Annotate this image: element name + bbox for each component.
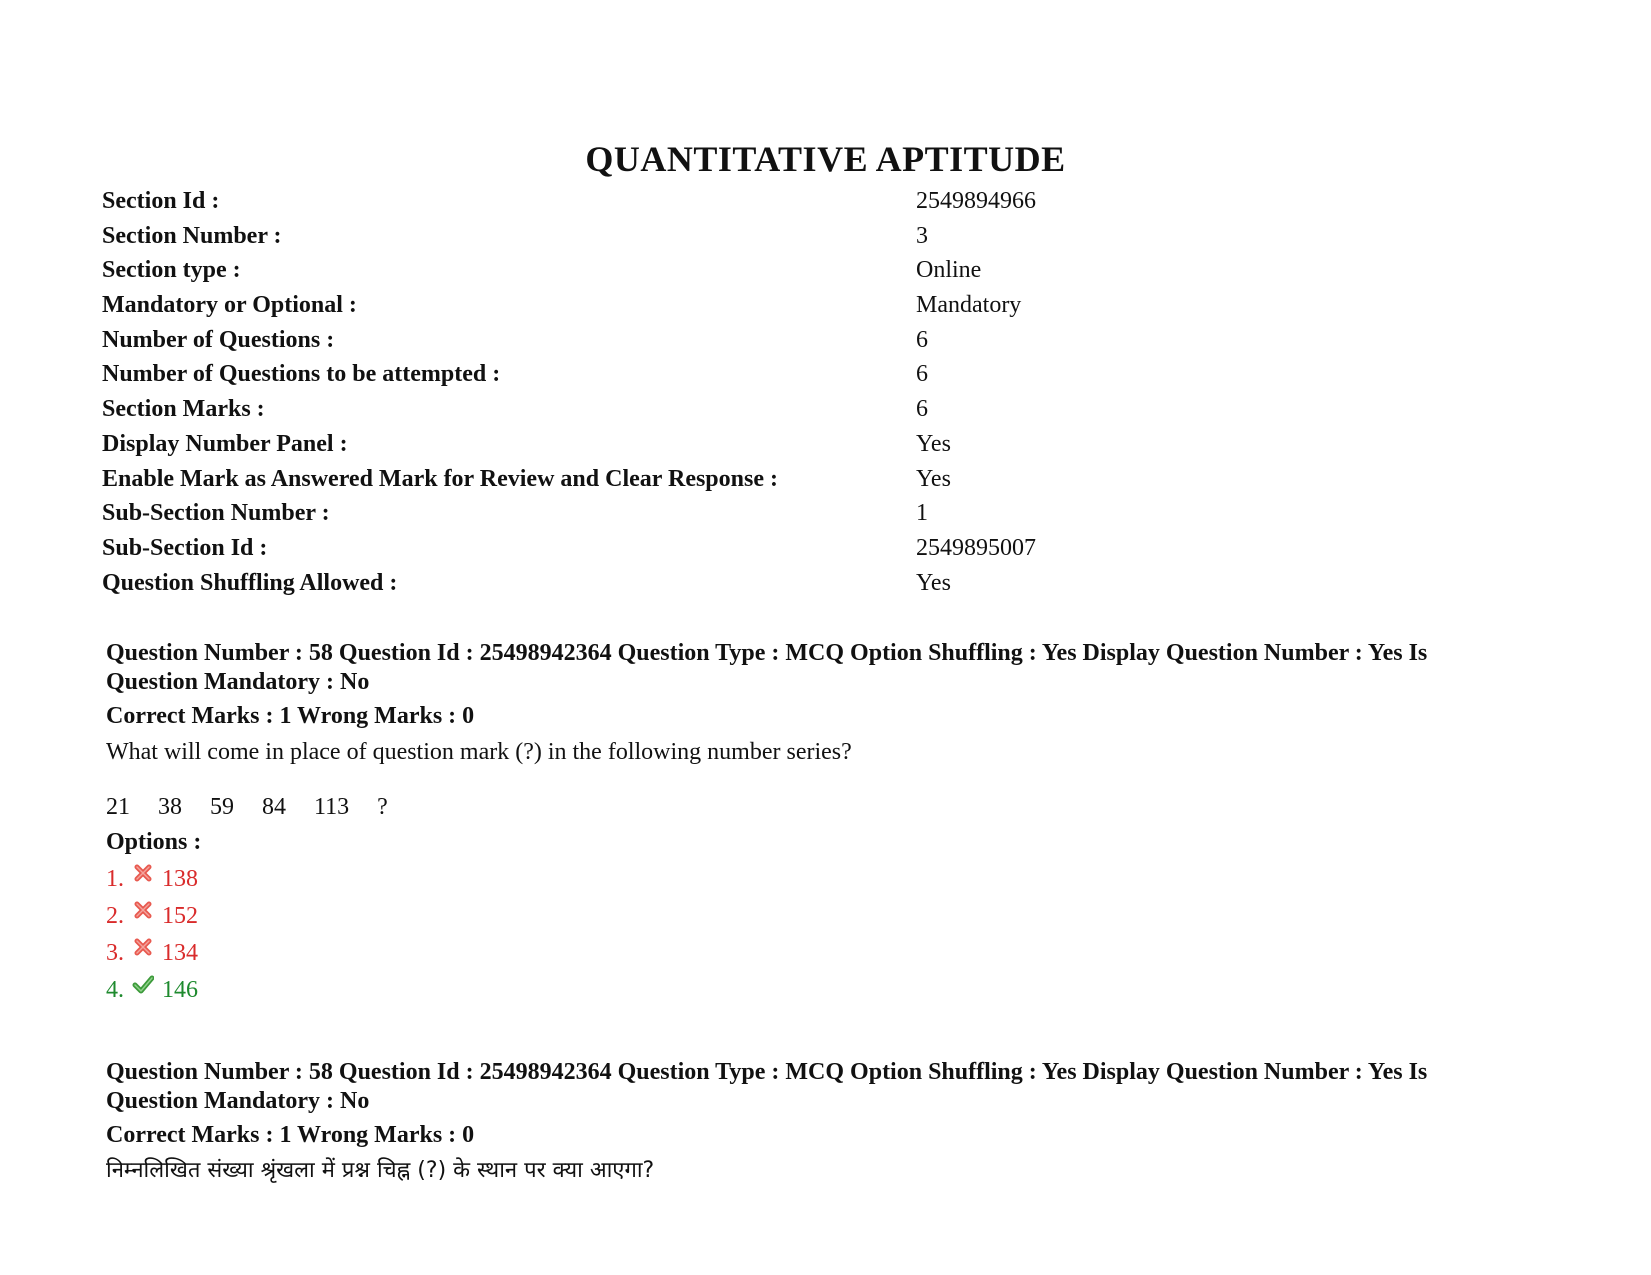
section-info-value: Online (916, 257, 982, 284)
section-info-label: Enable Mark as Answered Mark for Review and Clear Response : (102, 465, 778, 492)
cross-icon (132, 899, 154, 921)
question-header-line: Question Number : 58 Question Id : 25498942364 Question Type : MCQ Option Shuffling : Yes Display Question Number : Yes Is (106, 1059, 1428, 1085)
page-title: QUANTITATIVE APTITUDE (585, 139, 1066, 179)
question-header-line: Question Number : 58 Question Id : 25498942364 Question Type : MCQ Option Shuffling : Yes Display Question Number : Yes Is (106, 640, 1428, 666)
section-info-value: 6 (916, 361, 928, 388)
section-info-value: 6 (916, 396, 928, 423)
section-info-row (102, 288, 1402, 323)
options-label: Options : (106, 829, 202, 855)
question-block (106, 639, 1526, 1005)
section-info-row (102, 323, 1402, 358)
series-term: ? (377, 794, 388, 820)
option-value: 146 (162, 977, 198, 1003)
section-info-value: Yes (916, 569, 951, 596)
section-info-label: Sub-Section Id : (102, 534, 268, 561)
section-info-label: Section Id : (102, 188, 220, 214)
series-term: 59 (210, 794, 234, 820)
section-info-row (102, 253, 1402, 288)
section-info-label: Number of Questions : (102, 326, 335, 353)
question-block (106, 1058, 1526, 1188)
option-value: 134 (162, 940, 198, 966)
section-info-label: Display Number Panel : (102, 430, 348, 457)
section-info-row (102, 566, 1402, 601)
section-info-row (102, 531, 1402, 566)
option-number: 2. (106, 903, 124, 929)
section-info-label: Sub-Section Number : (102, 500, 330, 527)
option-number: 1. (106, 866, 124, 892)
question-marks: Correct Marks : 1 Wrong Marks : 0 (106, 1122, 475, 1148)
series-term: 38 (158, 794, 182, 820)
section-info-value: 2549894966 (916, 188, 1036, 214)
section-info-value: 2549895007 (916, 534, 1036, 561)
question-text: निम्नलिखित संख्या श्रृंखला में प्रश्न चिह्न (?) के स्थान पर क्या आएगा? (106, 1158, 655, 1183)
option-4 (106, 976, 1526, 1005)
question-text: What will come in place of question mark (?) in the following number series? (106, 739, 852, 765)
option-number: 4. (106, 977, 124, 1003)
question-header-line: Question Mandatory : No (106, 1088, 370, 1114)
section-info-value: 6 (916, 326, 928, 353)
section-info-value: Yes (916, 465, 951, 492)
section-info-row (102, 392, 1402, 427)
option-1 (106, 865, 1526, 894)
section-info-row (102, 219, 1402, 254)
option-value: 152 (162, 903, 198, 929)
series-term: 84 (262, 794, 286, 820)
section-info-value: 1 (916, 500, 928, 527)
section-info-value: 3 (916, 222, 928, 249)
section-info-row (102, 462, 1402, 497)
cross-icon (132, 936, 154, 958)
section-info-row (102, 427, 1402, 462)
section-info-row (102, 496, 1402, 531)
series-term: 21 (106, 794, 130, 820)
check-icon (132, 973, 154, 995)
section-info-row (102, 184, 1402, 219)
section-info-table (102, 184, 1402, 600)
section-info-value: Yes (916, 430, 951, 457)
option-value: 138 (162, 866, 198, 892)
option-number: 3. (106, 940, 124, 966)
section-info-label: Mandatory or Optional : (102, 292, 357, 319)
cross-icon (132, 862, 154, 884)
question-marks: Correct Marks : 1 Wrong Marks : 0 (106, 703, 475, 729)
section-info-label: Section type : (102, 257, 241, 284)
section-info-label: Number of Questions to be attempted : (102, 361, 501, 388)
section-info-label: Section Number : (102, 222, 282, 249)
section-info-label: Section Marks : (102, 396, 265, 423)
option-3 (106, 939, 1526, 968)
option-2 (106, 902, 1526, 931)
section-info-label: Question Shuffling Allowed : (102, 569, 398, 596)
question-header-line: Question Mandatory : No (106, 669, 370, 695)
series-term: 113 (314, 794, 350, 820)
section-info-value: Mandatory (916, 292, 1022, 319)
number-series (106, 793, 1526, 822)
section-info-row (102, 357, 1402, 392)
